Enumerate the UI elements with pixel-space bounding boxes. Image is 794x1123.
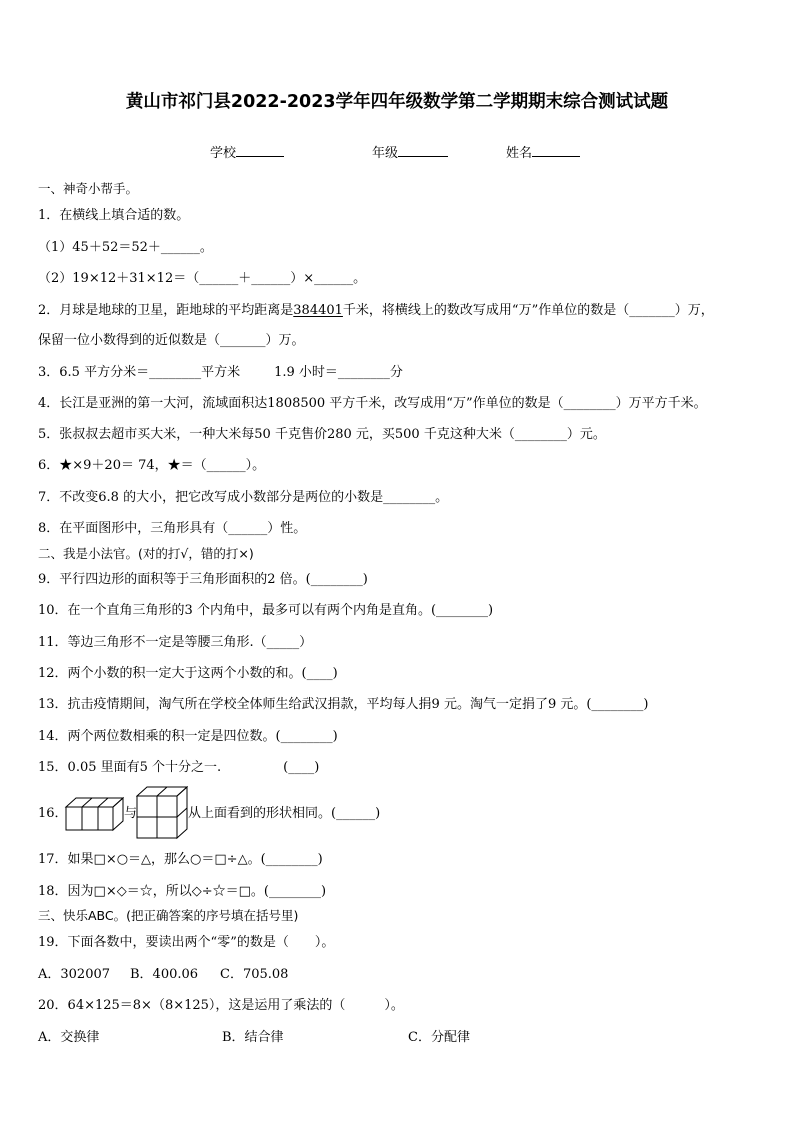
- question-3: [38, 365, 403, 381]
- page-title: 黄山市祁门县2022-2023学年四年级数学第二学期期末综合测试试题: [125, 92, 669, 112]
- question-3-part-a: 3．6.5 平方分米＝________平方米: [38, 365, 241, 380]
- question-18: 18．因为□×◇＝☆，所以◇÷☆＝□。(________): [38, 884, 327, 899]
- question-17: 17．如果□×○＝△，那么○＝□÷△。(________): [38, 852, 323, 867]
- question-19-option-c[interactable]: C．705.08: [220, 967, 289, 982]
- question-2-line-2: 保留一位小数得到的近似数是（_______）万。: [38, 333, 305, 348]
- grade-label: 年级: [372, 146, 399, 161]
- school-label: 学校: [210, 146, 237, 161]
- grade-blank[interactable]: [398, 144, 448, 157]
- name-blank[interactable]: [532, 144, 580, 157]
- question-19: 19．下面各数中，要读出两个“零”的数是（ ）。: [38, 935, 335, 950]
- question-1-1: （1）45＋52＝52＋______。: [38, 240, 213, 255]
- grade-field[interactable]: [372, 142, 448, 161]
- question-19-options: [38, 967, 288, 983]
- question-2-prefix: 2．月球是地球的卫星，距地球的平均距离是: [38, 303, 294, 318]
- question-15: [38, 760, 319, 776]
- question-20-option-c[interactable]: C．分配律: [408, 1030, 470, 1045]
- name-label: 姓名: [506, 146, 533, 161]
- question-1-2: （2）19×12＋31×12＝（______＋______）×______。: [38, 271, 367, 286]
- question-16-and: 与: [124, 806, 138, 821]
- name-field[interactable]: [506, 142, 580, 161]
- question-8: 8．在平面图形中，三角形具有（______）性。: [38, 521, 307, 536]
- cube-figure-2: [136, 786, 188, 840]
- question-16-number: 16．: [38, 806, 68, 821]
- question-4: 4．长江是亚洲的第一大河，流域面积达1808500 平方千米，改写成用“万”作单位的数是（________）万平方千米。: [38, 396, 707, 411]
- question-2-line-1: [38, 303, 714, 319]
- question-20-option-b[interactable]: B．结合律: [222, 1030, 284, 1045]
- question-20-option-a[interactable]: A．交换律: [38, 1030, 100, 1045]
- question-11: 11．等边三角形不一定是等腰三角形.（_____）: [38, 635, 313, 650]
- section-1-heading: 一、神奇小帮手。: [38, 181, 139, 196]
- question-19-option-b[interactable]: B．400.06: [130, 967, 199, 982]
- question-3-part-b: 1.9 小时＝________分: [274, 365, 403, 380]
- question-10: 10．在一个直角三角形的3 个内角中，最多可以有两个内角是直角。(________): [38, 603, 494, 618]
- question-15-text: 15．0.05 里面有5 个十分之一.: [38, 760, 222, 775]
- question-19-option-a[interactable]: A．302007: [38, 967, 111, 982]
- section-3-heading: 三、快乐ABC。(把正确答案的序号填在括号里): [38, 908, 299, 923]
- school-field[interactable]: [210, 142, 284, 161]
- question-2-suffix: 千米，将横线上的数改写成用“万”作单位的数是（_______）万，: [342, 303, 714, 318]
- question-20: 20．64×125＝8×（8×125），这是运用了乘法的（ ）。: [38, 998, 404, 1013]
- question-14: 14．两个两位数相乘的积一定是四位数。(________): [38, 729, 338, 744]
- question-9: 9．平行四边形的面积等于三角形面积的2 倍。(________): [38, 572, 368, 587]
- question-2-underlined-number: 384401: [293, 303, 343, 318]
- question-13: 13．抗击疫情期间，淘气所在学校全体师生给武汉捐款，平均每人捐9 元。淘气一定捐了9 元。(________): [38, 697, 649, 712]
- section-2-heading: 二、我是小法官。(对的打√，错的打×): [38, 546, 254, 561]
- cube-figure-1: [64, 796, 124, 832]
- school-blank[interactable]: [236, 144, 284, 157]
- question-6: 6．★×9＋20＝ 74，★＝（______）。: [38, 458, 266, 473]
- question-15-answer: (____): [283, 760, 320, 775]
- question-5: 5．张叔叔去超市买大米，一种大米每50 千克售价280 元，买500 千克这种大米（________）元。: [38, 427, 606, 442]
- question-1: 1．在横线上填合适的数。: [38, 208, 190, 223]
- question-20-options: [38, 1030, 470, 1046]
- question-16-text: 从上面看到的形状相同。(______): [188, 806, 381, 821]
- question-12: 12．两个小数的积一定大于这两个小数的和。(____): [38, 666, 338, 681]
- question-7: 7．不改变6.8 的大小，把它改写成小数部分是两位的小数是________。: [38, 490, 449, 505]
